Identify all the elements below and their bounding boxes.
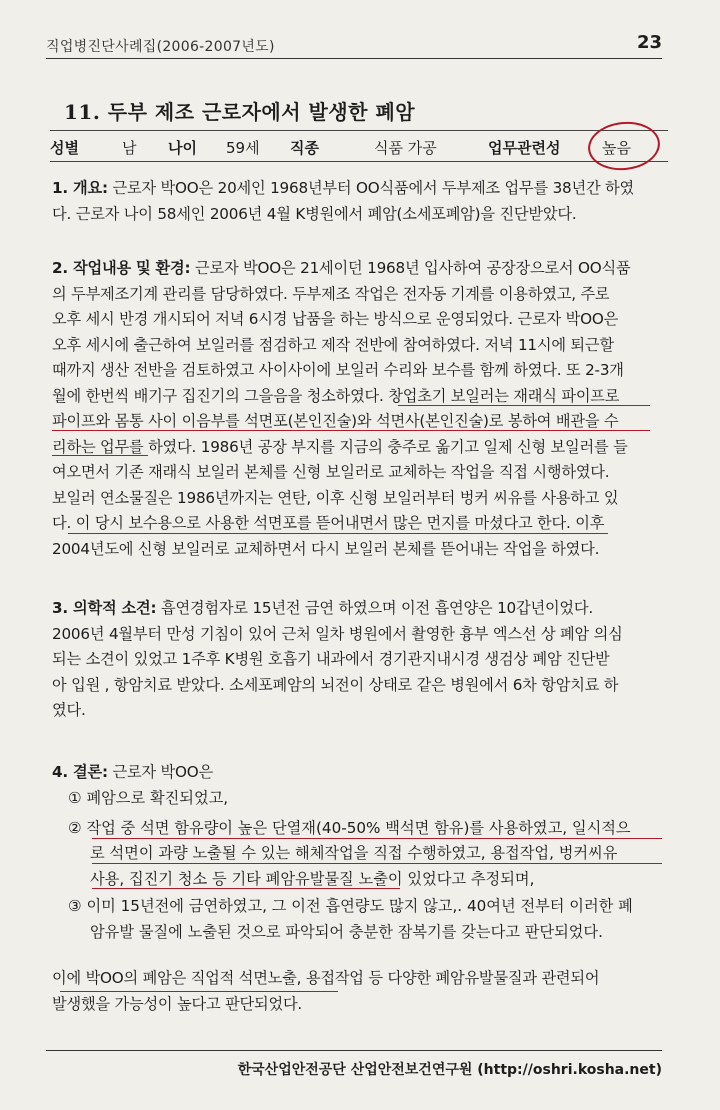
- section-overview: [52, 176, 668, 227]
- case-title: 11. 두부 제조 근로자에서 발생한 폐암: [64, 100, 416, 124]
- text-line: 되는 소견이 있었고 1주후 K병원 호흡기 내과에서 경기관지내시경 생검상 폐암 진단받: [52, 650, 610, 668]
- list-item: 암유발 물질에 노출된 것으로 파악되어 충분한 잠복기를 갖는다고 판단되었다.: [90, 922, 603, 941]
- relevance-label: 업무관련성: [488, 139, 561, 157]
- section-medical-findings: [52, 596, 668, 724]
- text-line: 의 두부제조기계 관리를 담당하였다. 두부제조 작업은 전자동 기계를 이용하였고, 주로: [52, 284, 610, 303]
- footer-text: 한국산업안전공단 산업안전보건연구원 (http://oshri.kosha.net): [237, 1062, 662, 1078]
- red-underline: [52, 455, 148, 456]
- red-underline: [398, 405, 650, 406]
- text-line: 여오면서 기존 재래식 보일러 본체를 신형 보일러로 교체하는 작업을 직접 시행하였다.: [52, 463, 610, 481]
- case-meta-row: [50, 130, 668, 162]
- red-underline: [92, 838, 662, 839]
- text-line: 리하는 업무를 하였다. 1986년 공장 부지를 지금의 충주로 옮기고 일제 신형 보일러를 들: [52, 437, 628, 456]
- text-line: 였다.: [52, 701, 86, 719]
- section-conclusion: [52, 760, 668, 786]
- page-footer: [46, 1050, 662, 1078]
- list-item: ① 폐암으로 확진되었고,: [68, 789, 229, 807]
- handwritten-circle-annotation: [586, 118, 663, 173]
- section-work-environment: [52, 256, 668, 562]
- text-line: 2004년도에 신형 보일러로 교체하면서 다시 보일러 본체를 뜯어내는 작업을 하였다.: [52, 539, 600, 558]
- red-underline: [52, 430, 650, 431]
- red-underline: [60, 991, 338, 992]
- job-label: 직종: [290, 139, 319, 157]
- red-underline: [92, 888, 400, 889]
- age-value: 59세: [226, 139, 260, 157]
- text-line: 다. 이 당시 보수용으로 사용한 석면포를 뜯어내면서 많은 먼지를 마셨다고 한다. 이후: [52, 514, 605, 532]
- relevance-value: 높음: [602, 139, 631, 157]
- sex-value: 남: [122, 139, 137, 157]
- text-line: 월에 한번씩 배기구 집진기의 그을음을 청소하였다. 창업초기 보일러는 재래식 파이프로: [52, 386, 620, 405]
- page-header: [46, 32, 662, 59]
- section-heading: 1. 개요:: [52, 179, 108, 197]
- list-item: ③ 이미 15년전에 금연하였고, 그 이전 흡연량도 많지 않고,. 40여년 전부터 이러한 폐: [68, 897, 633, 915]
- text-line: 오후 세시에 출근하여 보일러를 점검하고 제작 전반에 참여하였다. 저녁 11시에 퇴근할: [52, 335, 614, 354]
- list-item: 사용, 집진기 청소 등 기타 폐암유발물질 노출이 있었다고 추정되며,: [90, 869, 535, 888]
- page-number: 23: [636, 32, 662, 53]
- list-item: ② 작업 중 석면 함유량이 높은 단열재(40-50% 백석면 함유)를 사용하였고, 일시적으: [68, 818, 631, 837]
- text-line: 근로자 박OO은: [112, 763, 213, 781]
- age-label: 나이: [168, 139, 197, 157]
- text-line: 2006년 4월부터 만성 기침이 있어 근처 일차 병원에서 촬영한 흉부 엑스선 상 폐암 의심: [52, 624, 623, 643]
- text-line: 오후 세시 반경 개시되어 저녁 6시경 납품을 하는 방식으로 운영되었다. 근로자 박OO은: [52, 310, 619, 328]
- text-line: 때까지 생산 전반을 검토하였고 사이사이에 보일러 수리와 보수를 함께 하였다. 또 2-3개: [52, 361, 624, 379]
- text-line: 흡연경험자로 15년전 금연 하였으며 이전 흡연양은 10갑년이었다.: [160, 599, 594, 617]
- text-line: 근로자 박OO은 21세이던 1968년 입사하여 공장장으로서 OO식품: [195, 259, 631, 277]
- text-line: 아 입원 , 항암치료 받았다. 소세포폐암의 뇌전이 상태로 같은 병원에서 6차 항암치료 하: [52, 675, 619, 694]
- section-heading: 4. 결론:: [52, 763, 108, 781]
- red-underline: [68, 533, 608, 534]
- text-line: 발생했을 가능성이 높다고 판단되었다.: [52, 994, 303, 1013]
- conclusion-items: [68, 786, 668, 945]
- running-title: 직업병진단사례집(2006-2007년도): [46, 39, 275, 55]
- text-line: 보일러 연소물질은 1986년까지는 연탄, 이후 신형 보일러부터 벙커 씨유를 사용하고 있: [52, 488, 619, 507]
- text-line: 이에 박OO의 폐암은 직업적 석면노출, 용접작업 등 다양한 폐암유발물질과 관련되어: [52, 969, 600, 987]
- text-line: 근로자 박OO은 20세인 1968년부터 OO식품에서 두부제조 업무를 38년간 하였: [112, 179, 635, 197]
- list-item: 로 석면이 과량 노출될 수 있는 해체작업을 직접 수행하였고, 용접작업, 벙커씨유: [90, 844, 618, 862]
- text-line: 다. 근로자 나이 58세인 2006년 4월 K병원에서 폐암(소세포폐암)을 진단받았다.: [52, 204, 577, 223]
- job-value: 식품 가공: [374, 139, 437, 157]
- red-underline: [92, 863, 662, 864]
- section-heading: 3. 의학적 소견:: [52, 599, 157, 617]
- text-line: 파이프와 몸통 사이 이음부를 석면포(본인진술)와 석면사(본인진술)로 봉하여 배관을 수: [52, 412, 619, 430]
- section-heading: 2. 작업내용 및 환경:: [52, 259, 191, 277]
- sex-label: 성별: [50, 139, 79, 157]
